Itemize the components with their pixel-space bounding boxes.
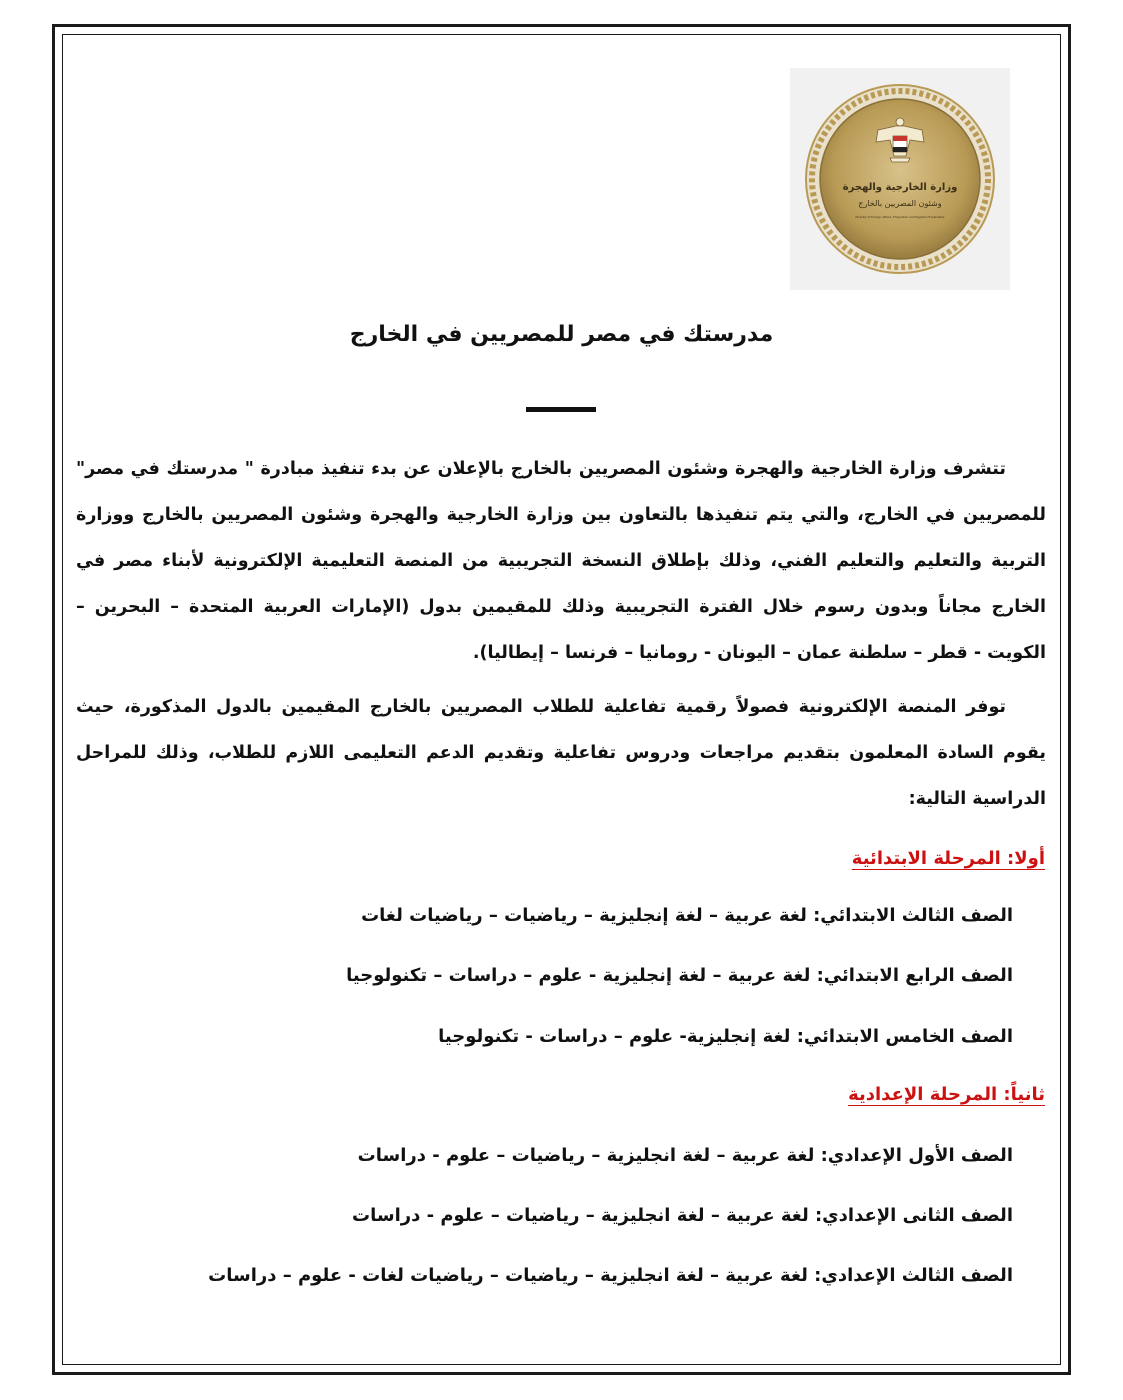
title-divider [526,407,596,412]
logo-text-line1: وزارة الخارجية والهجرة [842,182,958,193]
paragraph-text: تتشرف وزارة الخارجية والهجرة وشئون المصريين بالخارج بالإعلان عن بدء تنفيذ مبادرة " مدرستك في مصر" للمصريين في الخارج، والتي يتم تنفيذها بالتعاون بين وزارة الخارجية والهجرة وشئون المصريين بالخارج ووزارة التربية والتعليم والتعليم الفني، وذلك بإطلاق النسخة التجريبية من المنصة التعليمية الإلكترونية لأبناء مصر في الخارج مجاناً وبدون رسوم خلال الفترة التجريبية وذلك للمقيمين بدول (الإمارات العربية المتحدة – البحرين – الكويت - قطر – سلطنة عمان – اليونان - رومانيا – فرنسا – إيطاليا). [76,459,1046,663]
logo-text-line3: Ministry of Foreign Affairs, Emigration and Egyptian Expatriates [855,215,945,219]
grade-line: الصف الثالث الإعدادي: لغة عربية – لغة انجليزية – رياضيات – رياضيات لغات - علوم – دراسات [208,1265,1013,1286]
logo-text-line2: وشئون المصريين بالخارج [858,199,942,208]
grade-line: الصف الثانى الإعدادي: لغة عربية – لغة انجليزية – رياضيات – علوم - دراسات [352,1205,1013,1226]
page-title: مدرستك في مصر للمصريين في الخارج [349,322,774,347]
grade-line: الصف الأول الإعدادي: لغة عربية – لغة انجليزية – رياضيات – علوم - دراسات [357,1145,1013,1166]
ministry-logo [790,68,1010,290]
section-heading-primary: أولا: المرحلة الابتدائية [851,848,1045,869]
section-heading-preparatory: ثانياً: المرحلة الإعدادية [848,1084,1045,1105]
intro-paragraph [76,446,1046,676]
grade-line: الصف الثالث الابتدائي: لغة عربية – لغة إنجليزية – رياضيات – رياضيات لغات [361,905,1013,926]
grade-line: الصف الخامس الابتدائي: لغة إنجليزية- علوم – دراسات - تكنولوجيا [438,1026,1013,1047]
grade-line: الصف الرابع الابتدائي: لغة عربية – لغة إنجليزية - علوم – دراسات – تكنولوجيا [346,965,1013,986]
platform-paragraph [76,684,1046,822]
paragraph-text: توفر المنصة الإلكترونية فصولاً رقمية تفاعلية للطلاب المصريين بالخارج المقيمين بالدول المذكورة، حيث يقوم السادة المعلمون بتقديم مراجعات ودروس تفاعلية وتقديم الدعم التعليمى اللازم للطلاب، وذلك للمراحل الدراسية التالية: [76,697,1046,809]
ministry-emblem-icon [790,68,1010,290]
